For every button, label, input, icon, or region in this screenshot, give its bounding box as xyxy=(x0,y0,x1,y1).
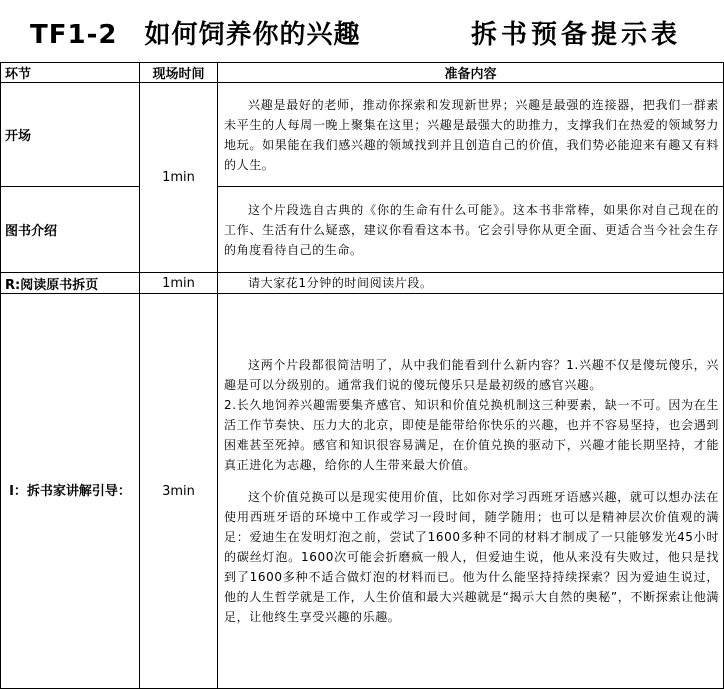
header-time: 现场时间 xyxy=(140,63,218,83)
header-row xyxy=(1,63,724,83)
opening-text: 兴趣是最好的老师，推动你探索和发现新世界；兴趣是最强的连接器，把我们一群素未平生的人每周一晚上聚集在这里；兴趣是最强大的助推力，支撑我们在热爱的领域努力地玩。如果能在我们感兴趣的领域找到并且创造自己的价值，我们势必能迎来有趣又有料的人生。 xyxy=(224,97,719,172)
time-explain: 3min xyxy=(140,294,218,689)
row-reading xyxy=(1,273,724,294)
explain-para-1: 这两个片段都很简洁明了，从中我们能看到什么新内容？1.兴趣不仅是傻玩傻乐，兴趣是可以分级别的。通常我们说的傻玩傻乐只是最初级的感官兴趣。 xyxy=(224,358,719,392)
time-reading: 1min xyxy=(140,273,218,294)
header-section: 环节 xyxy=(1,63,140,83)
row-explain xyxy=(1,294,724,689)
content-opening xyxy=(218,83,724,187)
section-explain: I：拆书家讲解引导： xyxy=(1,294,140,689)
content-explain xyxy=(218,294,724,689)
content-book-intro xyxy=(218,187,724,273)
book-intro-text: 这个片段选自古典的《你的生命有什么可能》。这本书非常棒，如果你对自己现在的工作、生活有什么疑惑，建议你看看这本书。它会引导你从更全面、更适合当今社会生存的角度看待自己的生命。 xyxy=(224,202,719,257)
reading-text: 请大家花1分钟的时间阅读片段。 xyxy=(248,276,433,290)
section-opening: 开场 xyxy=(1,83,140,187)
section-book-intro: 图书介绍 xyxy=(1,187,140,273)
explain-para-3: 这个价值兑换可以是现实使用价值，比如你对学习西班牙语感兴趣，就可以想办法在使用西班牙语的环境中工作或学习一段时间，随学随用；也可以是精神层次价值观的满足：爱迪生在发明灯泡之前，尝试了1600多种不同的材料才制成了一只能够发光45小时的碳丝灯泡。1600次可能会折磨疯一般人，但爱迪生说，他从来没有失败过，他只是找到了1600多种不适合做灯泡的材料而已。他为什么能坚持持续探索？因为爱迪生说过，他的人生哲学就是工作，人生价值和最大兴趣就是“揭示大自然的奥秘”，不断探索让他满足，让他终生享受兴趣的乐趣。 xyxy=(224,490,719,624)
title-right: 拆书预备提示表 xyxy=(471,20,682,50)
time-opening-intro: 1min xyxy=(140,83,218,273)
explain-para-2: 2.长久地饲养兴趣需要集齐感官、知识和价值兑换机制这三种要素，缺一不可。因为在生活工作节奏快、压力大的北京，即使是能带给你快乐的兴趣，也并不容易坚持，也会遇到困难甚至死掉。感官和知识很容易满足，在价值兑换的驱动下，兴趣才能长期坚持，才能真正进化为志趣，给你的人生带来最大价值。 xyxy=(224,398,719,472)
title-left: TF1-2 如何饲养你的兴趣 xyxy=(30,20,361,50)
row-book-intro xyxy=(1,187,724,273)
section-reading: R:阅读原书拆页 xyxy=(1,273,140,294)
content-reading xyxy=(218,273,724,294)
header-content: 准备内容 xyxy=(218,63,724,83)
document-title xyxy=(0,0,724,62)
row-opening xyxy=(1,83,724,187)
prep-table xyxy=(0,62,724,689)
